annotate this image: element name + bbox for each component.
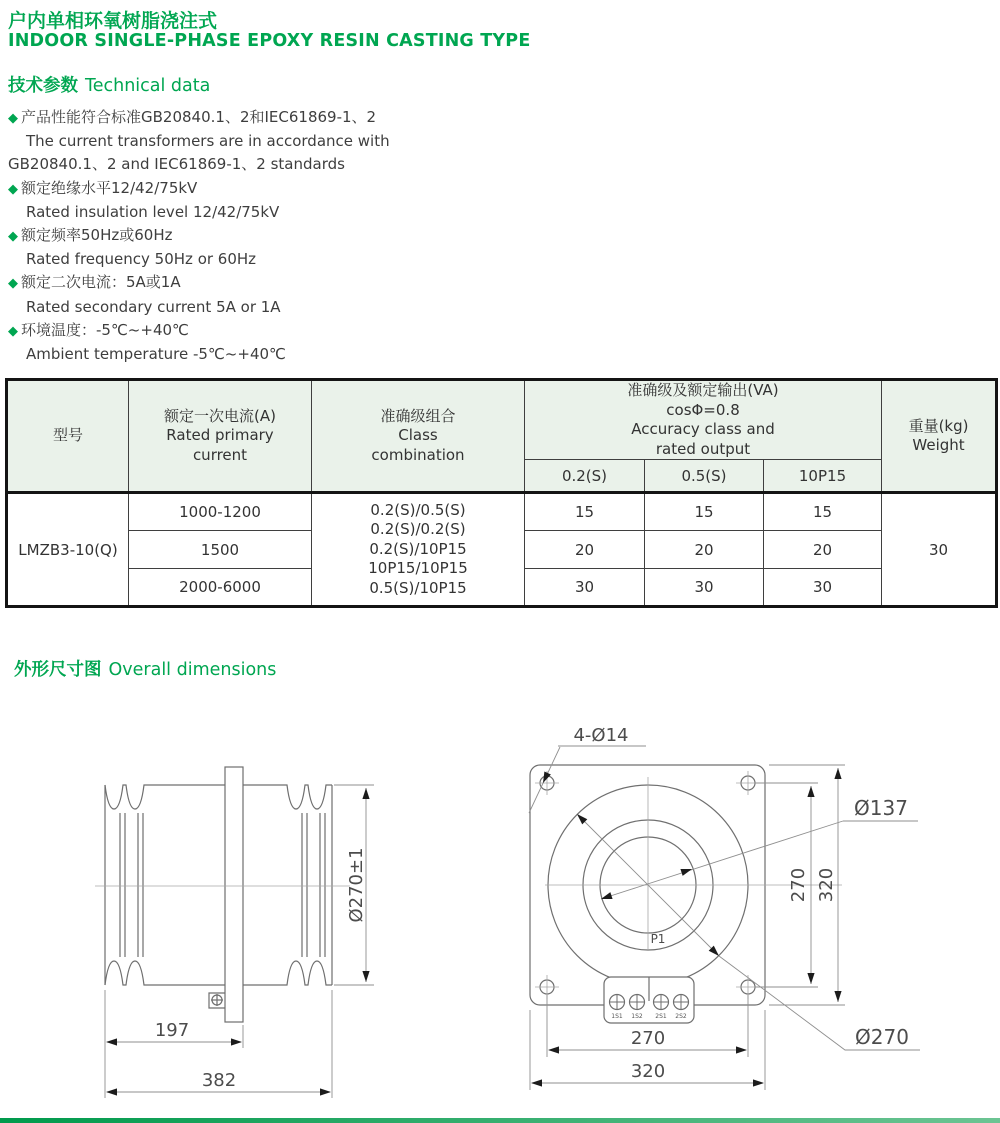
- technical-heading-en: Technical data: [85, 76, 211, 96]
- dim-side-flange: 197: [154, 1020, 190, 1041]
- cell-output: 15: [764, 493, 882, 531]
- dim-side-overall: 382: [201, 1070, 237, 1091]
- technical-heading-cn: 技术参数: [8, 76, 78, 96]
- dim-front-horizontal-overall: 320: [630, 1061, 666, 1082]
- terminal-label: 2S2: [675, 1013, 687, 1020]
- sub-header-0-5s: 0.5(S): [645, 460, 764, 493]
- cell-output: 30: [645, 569, 764, 607]
- spec-item-en: Rated frequency 50Hz or 60Hz: [26, 250, 257, 269]
- table-row: [7, 493, 997, 531]
- col-header-primary-current: 额定一次电流(A) Rated primary current: [129, 380, 312, 493]
- col-header-accuracy: 准确级及额定输出(VA) cosΦ=0.8 Accuracy class and rated output: [525, 380, 882, 460]
- cell-output: 15: [525, 493, 645, 531]
- dim-side-diameter: Ø270±1: [346, 847, 367, 923]
- cell-primary: 1500: [129, 531, 312, 569]
- spec-item-en: The current transformers are in accordance with: [26, 132, 390, 151]
- cell-model: LMZB3-10(Q): [7, 493, 129, 607]
- sub-header-0-2s: 0.2(S): [525, 460, 645, 493]
- dimension-drawings: [0, 700, 1000, 1123]
- dim-front-holes: 4-Ø14: [573, 725, 629, 746]
- terminal-p1-label: P1: [650, 932, 666, 946]
- col-header-weight: 重量(kg) Weight: [882, 380, 997, 493]
- spec-item-cn: ◆ 环境温度：-5℃~+40℃: [8, 320, 189, 339]
- dimensions-heading-en: Overall dimensions: [108, 660, 277, 680]
- spec-item-en: GB20840.1、2 and IEC61869-1、2 standards: [8, 155, 345, 174]
- cell-output: 30: [764, 569, 882, 607]
- cell-output: 20: [764, 531, 882, 569]
- spec-item-cn: ◆ 额定绝缘水平12/42/75kV: [8, 178, 198, 197]
- spec-list: [8, 106, 390, 366]
- technical-data-heading: [8, 72, 210, 97]
- cell-weight: 30: [882, 493, 997, 607]
- diamond-bullet-icon: ◆: [8, 229, 18, 245]
- dim-front-outer-diameter: Ø270: [855, 1025, 909, 1049]
- spec-item-cn: ◆ 产品性能符合标准GB20840.1、2和IEC61869-1、2: [8, 108, 377, 126]
- footer-accent-bar: [0, 1118, 1000, 1123]
- col-header-model: 型号: [7, 380, 129, 493]
- side-view-drawing: [95, 767, 374, 1098]
- dim-front-vertical-overall: 320: [816, 867, 837, 903]
- cell-output: 30: [525, 569, 645, 607]
- spec-item-cn: ◆ 额定二次电流：5A或1A: [8, 273, 181, 292]
- col-header-class-combination: 准确级组合 Class combination: [312, 380, 525, 493]
- front-view-drawing: [529, 725, 920, 1090]
- dim-front-inner-diameter: Ø137: [854, 796, 908, 820]
- terminal-label: 1S2: [631, 1013, 643, 1020]
- page-title-cn: 户内单相环氧树脂浇注式: [8, 10, 218, 32]
- cell-primary: 1000-1200: [129, 493, 312, 531]
- cell-class-combination: 0.2(S)/0.5(S) 0.2(S)/0.2(S) 0.2(S)/10P15 10P15/10P15 0.5(S)/10P15: [312, 493, 525, 607]
- terminal-label: 1S1: [611, 1013, 623, 1020]
- cell-output: 20: [645, 531, 764, 569]
- spec-item-en: Rated insulation level 12/42/75kV: [26, 202, 280, 221]
- dimensions-heading-cn: 外形尺寸图: [14, 660, 102, 680]
- cell-primary: 2000-6000: [129, 569, 312, 607]
- dim-front-vertical-hole-spacing: 270: [788, 867, 809, 903]
- sub-header-10p15: 10P15: [764, 460, 882, 493]
- cell-output: 20: [525, 531, 645, 569]
- cell-output: 15: [645, 493, 764, 531]
- technical-data-table: [5, 378, 998, 608]
- spec-item-cn: ◆ 额定频率50Hz或60Hz: [8, 226, 173, 245]
- terminal-label: 2S1: [655, 1013, 667, 1020]
- overall-dimensions-heading: [14, 656, 276, 681]
- diamond-bullet-icon: ◆: [8, 111, 18, 126]
- spec-item-en: Ambient temperature -5℃~+40℃: [26, 345, 286, 364]
- spec-item-en: Rated secondary current 5A or 1A: [26, 297, 281, 316]
- diamond-bullet-icon: ◆: [8, 181, 18, 197]
- page-title-en: INDOOR SINGLE-PHASE EPOXY RESIN CASTING TYPE: [8, 31, 531, 51]
- dim-front-horizontal-hole-spacing: 270: [630, 1028, 666, 1049]
- diamond-bullet-icon: ◆: [8, 323, 18, 339]
- diamond-bullet-icon: ◆: [8, 276, 18, 292]
